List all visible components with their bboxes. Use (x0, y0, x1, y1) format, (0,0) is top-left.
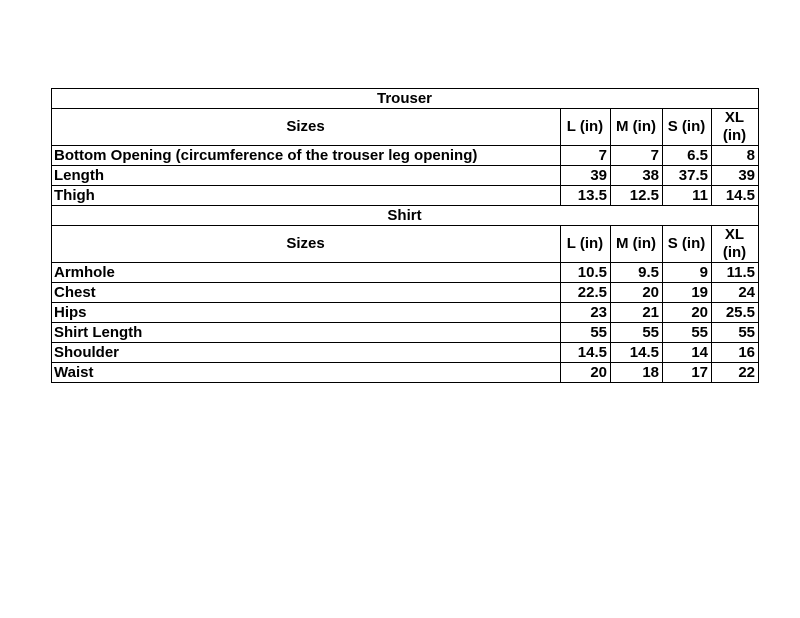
trouser-row-value: 12.5 (611, 186, 663, 206)
shirt-sizes-header: Sizes (52, 226, 561, 263)
trouser-row-label: Length (52, 166, 561, 186)
shirt-column-header: L (in) (561, 226, 611, 263)
trouser-row-label: Thigh (52, 186, 561, 206)
trouser-table-row (52, 146, 759, 166)
shirt-row-value: 14.5 (611, 343, 663, 363)
shirt-row-value: 20 (561, 363, 611, 383)
shirt-row-value: 9 (663, 263, 712, 283)
trouser-table-row (52, 166, 759, 186)
shirt-title-row (52, 206, 759, 226)
shirt-row-value: 16 (712, 343, 759, 363)
trouser-column-header: M (in) (611, 109, 663, 146)
shirt-row-label: Shirt Length (52, 323, 561, 343)
shirt-row-value: 10.5 (561, 263, 611, 283)
shirt-row-value: 17 (663, 363, 712, 383)
shirt-row-value: 24 (712, 283, 759, 303)
shirt-row-value: 18 (611, 363, 663, 383)
shirt-row-value: 20 (663, 303, 712, 323)
trouser-title-row (52, 89, 759, 109)
shirt-row-label: Armhole (52, 263, 561, 283)
shirt-row-value: 20 (611, 283, 663, 303)
shirt-table-row (52, 283, 759, 303)
shirt-row-value: 22 (712, 363, 759, 383)
shirt-row-label: Waist (52, 363, 561, 383)
shirt-table-row (52, 323, 759, 343)
shirt-row-value: 14 (663, 343, 712, 363)
shirt-header-row (52, 226, 759, 263)
trouser-row-value: 6.5 (663, 146, 712, 166)
shirt-row-label: Hips (52, 303, 561, 323)
shirt-table-row (52, 303, 759, 323)
trouser-row-value: 39 (712, 166, 759, 186)
trouser-row-value: 38 (611, 166, 663, 186)
xl-header-line1: XL (724, 226, 745, 243)
trouser-row-value: 11 (663, 186, 712, 206)
shirt-row-value: 55 (611, 323, 663, 343)
trouser-row-value: 7 (561, 146, 611, 166)
shirt-section-title: Shirt (52, 206, 759, 226)
trouser-row-value: 7 (611, 146, 663, 166)
trouser-row-value: 39 (561, 166, 611, 186)
trouser-sizes-header: Sizes (52, 109, 561, 146)
shirt-column-header-xl (712, 226, 759, 263)
shirt-table-row (52, 363, 759, 383)
trouser-row-value: 13.5 (561, 186, 611, 206)
trouser-table-row (52, 186, 759, 206)
shirt-row-label: Chest (52, 283, 561, 303)
trouser-row-value: 14.5 (712, 186, 759, 206)
trouser-column-header: S (in) (663, 109, 712, 146)
shirt-column-header: M (in) (611, 226, 663, 263)
shirt-row-value: 9.5 (611, 263, 663, 283)
trouser-column-header: L (in) (561, 109, 611, 146)
shirt-row-value: 11.5 (712, 263, 759, 283)
shirt-table-row (52, 263, 759, 283)
trouser-section-title: Trouser (52, 89, 759, 109)
shirt-row-value: 14.5 (561, 343, 611, 363)
shirt-row-value: 19 (663, 283, 712, 303)
shirt-row-value: 21 (611, 303, 663, 323)
xl-header-line2: (in) (722, 244, 747, 261)
trouser-row-value: 8 (712, 146, 759, 166)
shirt-column-header: S (in) (663, 226, 712, 263)
shirt-row-value: 25.5 (712, 303, 759, 323)
xl-header-line1: XL (724, 109, 745, 126)
trouser-column-header-xl (712, 109, 759, 146)
trouser-header-row (52, 109, 759, 146)
trouser-row-value: 37.5 (663, 166, 712, 186)
shirt-row-value: 55 (561, 323, 611, 343)
size-chart-body (52, 89, 759, 383)
xl-header-line2: (in) (722, 127, 747, 144)
shirt-row-label: Shoulder (52, 343, 561, 363)
shirt-row-value: 23 (561, 303, 611, 323)
size-chart-table (51, 88, 759, 383)
trouser-row-label: Bottom Opening (circumference of the trouser leg opening) (52, 146, 561, 166)
shirt-row-value: 55 (712, 323, 759, 343)
shirt-row-value: 55 (663, 323, 712, 343)
shirt-table-row (52, 343, 759, 363)
shirt-row-value: 22.5 (561, 283, 611, 303)
